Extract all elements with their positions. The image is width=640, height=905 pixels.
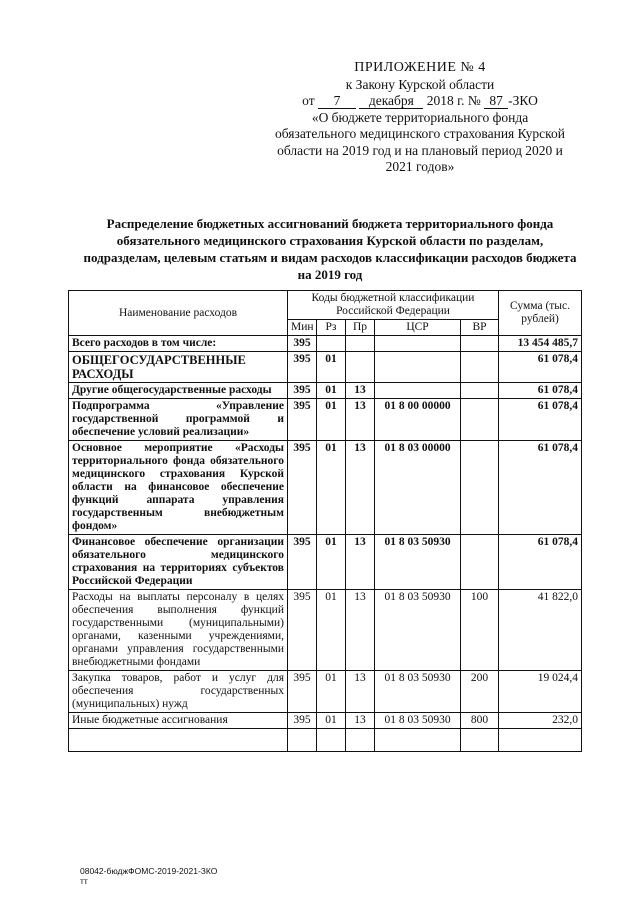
budget-allocation-table — [68, 290, 582, 752]
row-min: 395 — [288, 671, 317, 713]
document-heading: Распределение бюджетных ассигнований бюджета территориального фонда обязательного медицинского страхования Курской области по разделам, подразделам, целевым статьям и видам расходов классификации расходов бюджета на 2019 год — [83, 216, 577, 282]
header-sum: Сумма (тыс. рублей) — [499, 291, 582, 336]
row-csr — [375, 383, 461, 399]
row-rz: 01 — [317, 383, 346, 399]
table-row — [69, 590, 582, 671]
table-row — [69, 713, 582, 729]
law-suffix: -ЗКО — [508, 93, 538, 108]
appendix-title: ПРИЛОЖЕНИЕ № 4 — [354, 60, 486, 75]
row-csr: 01 8 03 50930 — [375, 535, 461, 590]
header-pr: Пр — [346, 320, 375, 336]
row-rz: 01 — [317, 399, 346, 441]
row-name: Подпрограмма «Управление государственной программой и обеспечение условий реализации» — [69, 399, 288, 441]
table-row — [69, 383, 582, 399]
date-year: 2018 г. № — [426, 93, 481, 108]
document-code: 08042-бюджФОМС-2019-2021-ЗКО — [80, 866, 218, 876]
row-vr: 200 — [461, 671, 499, 713]
row-name: Закупка товаров, работ и услуг для обеспечения государственных (муниципальных) нужд — [69, 671, 288, 713]
row-csr — [375, 352, 461, 383]
row-rz: 01 — [317, 352, 346, 383]
row-pr: 13 — [346, 383, 375, 399]
author-initials: тт — [80, 876, 88, 886]
row-pr: 13 — [346, 713, 375, 729]
appendix-date-line — [270, 93, 570, 110]
row-min: 395 — [288, 352, 317, 383]
row-pr — [346, 336, 375, 352]
row-csr: 01 8 03 50930 — [375, 713, 461, 729]
row-rz: 01 — [317, 671, 346, 713]
row-name: Другие общегосударственные расходы — [69, 383, 288, 399]
row-sum: 13 454 485,7 — [499, 336, 582, 352]
row-name: Расходы на выплаты персоналу в целях обеспечения выполнения функций государственными (муниципальными) органами, казенными учреждениями, органами управления государственными внебюджетными фондами — [69, 590, 288, 671]
date-day: 7 — [318, 94, 356, 109]
row-csr: 01 8 00 00000 — [375, 399, 461, 441]
row-rz: 01 — [317, 535, 346, 590]
row-sum: 61 078,4 — [499, 441, 582, 535]
header-csr: ЦСР — [375, 320, 461, 336]
row-csr: 01 8 03 50930 — [375, 590, 461, 671]
row-name: Иные бюджетные ассигнования — [69, 713, 288, 729]
row-min: 395 — [288, 590, 317, 671]
row-vr — [461, 441, 499, 535]
row-vr — [461, 383, 499, 399]
law-title: «О бюджете территориального фонда обязательного медицинского страхования Курской области на 2019 год и на плановый период 2020 и 2021 годов» — [275, 109, 565, 174]
row-pr: 13 — [346, 399, 375, 441]
row-csr: 01 8 03 00000 — [375, 441, 461, 535]
row-sum: 61 078,4 — [499, 352, 582, 383]
row-rz: 01 — [317, 441, 346, 535]
table-row — [69, 352, 582, 383]
row-sum: 232,0 — [499, 713, 582, 729]
row-vr — [461, 336, 499, 352]
table-row — [69, 441, 582, 535]
row-rz: 01 — [317, 590, 346, 671]
row-min: 395 — [288, 383, 317, 399]
law-number: 87 — [484, 94, 508, 109]
row-rz — [317, 336, 346, 352]
appendix-block — [270, 60, 570, 176]
footer — [80, 866, 217, 886]
row-name: Всего расходов в том числе: — [69, 336, 288, 352]
row-min: 395 — [288, 399, 317, 441]
row-sum: 19 024,4 — [499, 671, 582, 713]
row-pr: 13 — [346, 671, 375, 713]
appendix-law-reference: к Закону Курской области — [345, 76, 495, 92]
date-prefix: от — [302, 93, 315, 108]
row-min: 395 — [288, 441, 317, 535]
row-vr — [461, 535, 499, 590]
row-csr: 01 8 03 50930 — [375, 671, 461, 713]
date-month: декабря — [359, 94, 423, 109]
row-pr: 13 — [346, 535, 375, 590]
table-row — [69, 399, 582, 441]
row-name: ОБЩЕГОСУДАРСТВЕННЫЕ РАСХОДЫ — [69, 352, 288, 383]
table-row — [69, 671, 582, 713]
row-vr: 100 — [461, 590, 499, 671]
row-sum: 61 078,4 — [499, 399, 582, 441]
row-min: 395 — [288, 713, 317, 729]
header-vr: ВР — [461, 320, 499, 336]
row-vr — [461, 399, 499, 441]
row-min: 395 — [288, 535, 317, 590]
row-csr — [375, 336, 461, 352]
row-min: 395 — [288, 336, 317, 352]
row-name: Основное мероприятие «Расходы территориального фонда обязательного медицинского страхования Курской области на финансовое обеспечение функций аппарата управления государственным внебюджетным фондом» — [69, 441, 288, 535]
header-rz: Рз — [317, 320, 346, 336]
row-vr — [461, 352, 499, 383]
header-min: Мин — [288, 320, 317, 336]
row-vr: 800 — [461, 713, 499, 729]
header-name: Наименование расходов — [69, 291, 288, 336]
row-rz: 01 — [317, 713, 346, 729]
table-row — [69, 336, 582, 352]
row-name: Финансовое обеспечение организации обязательного медицинского страхования на территориях субъектов Российской Федерации — [69, 535, 288, 590]
row-pr: 13 — [346, 441, 375, 535]
empty-row — [69, 729, 582, 752]
row-sum: 61 078,4 — [499, 383, 582, 399]
row-sum: 61 078,4 — [499, 535, 582, 590]
table-row — [69, 535, 582, 590]
header-codes: Коды бюджетной классификации Российской Федерации — [288, 291, 499, 320]
row-sum: 41 822,0 — [499, 590, 582, 671]
row-pr: 13 — [346, 590, 375, 671]
row-pr — [346, 352, 375, 383]
